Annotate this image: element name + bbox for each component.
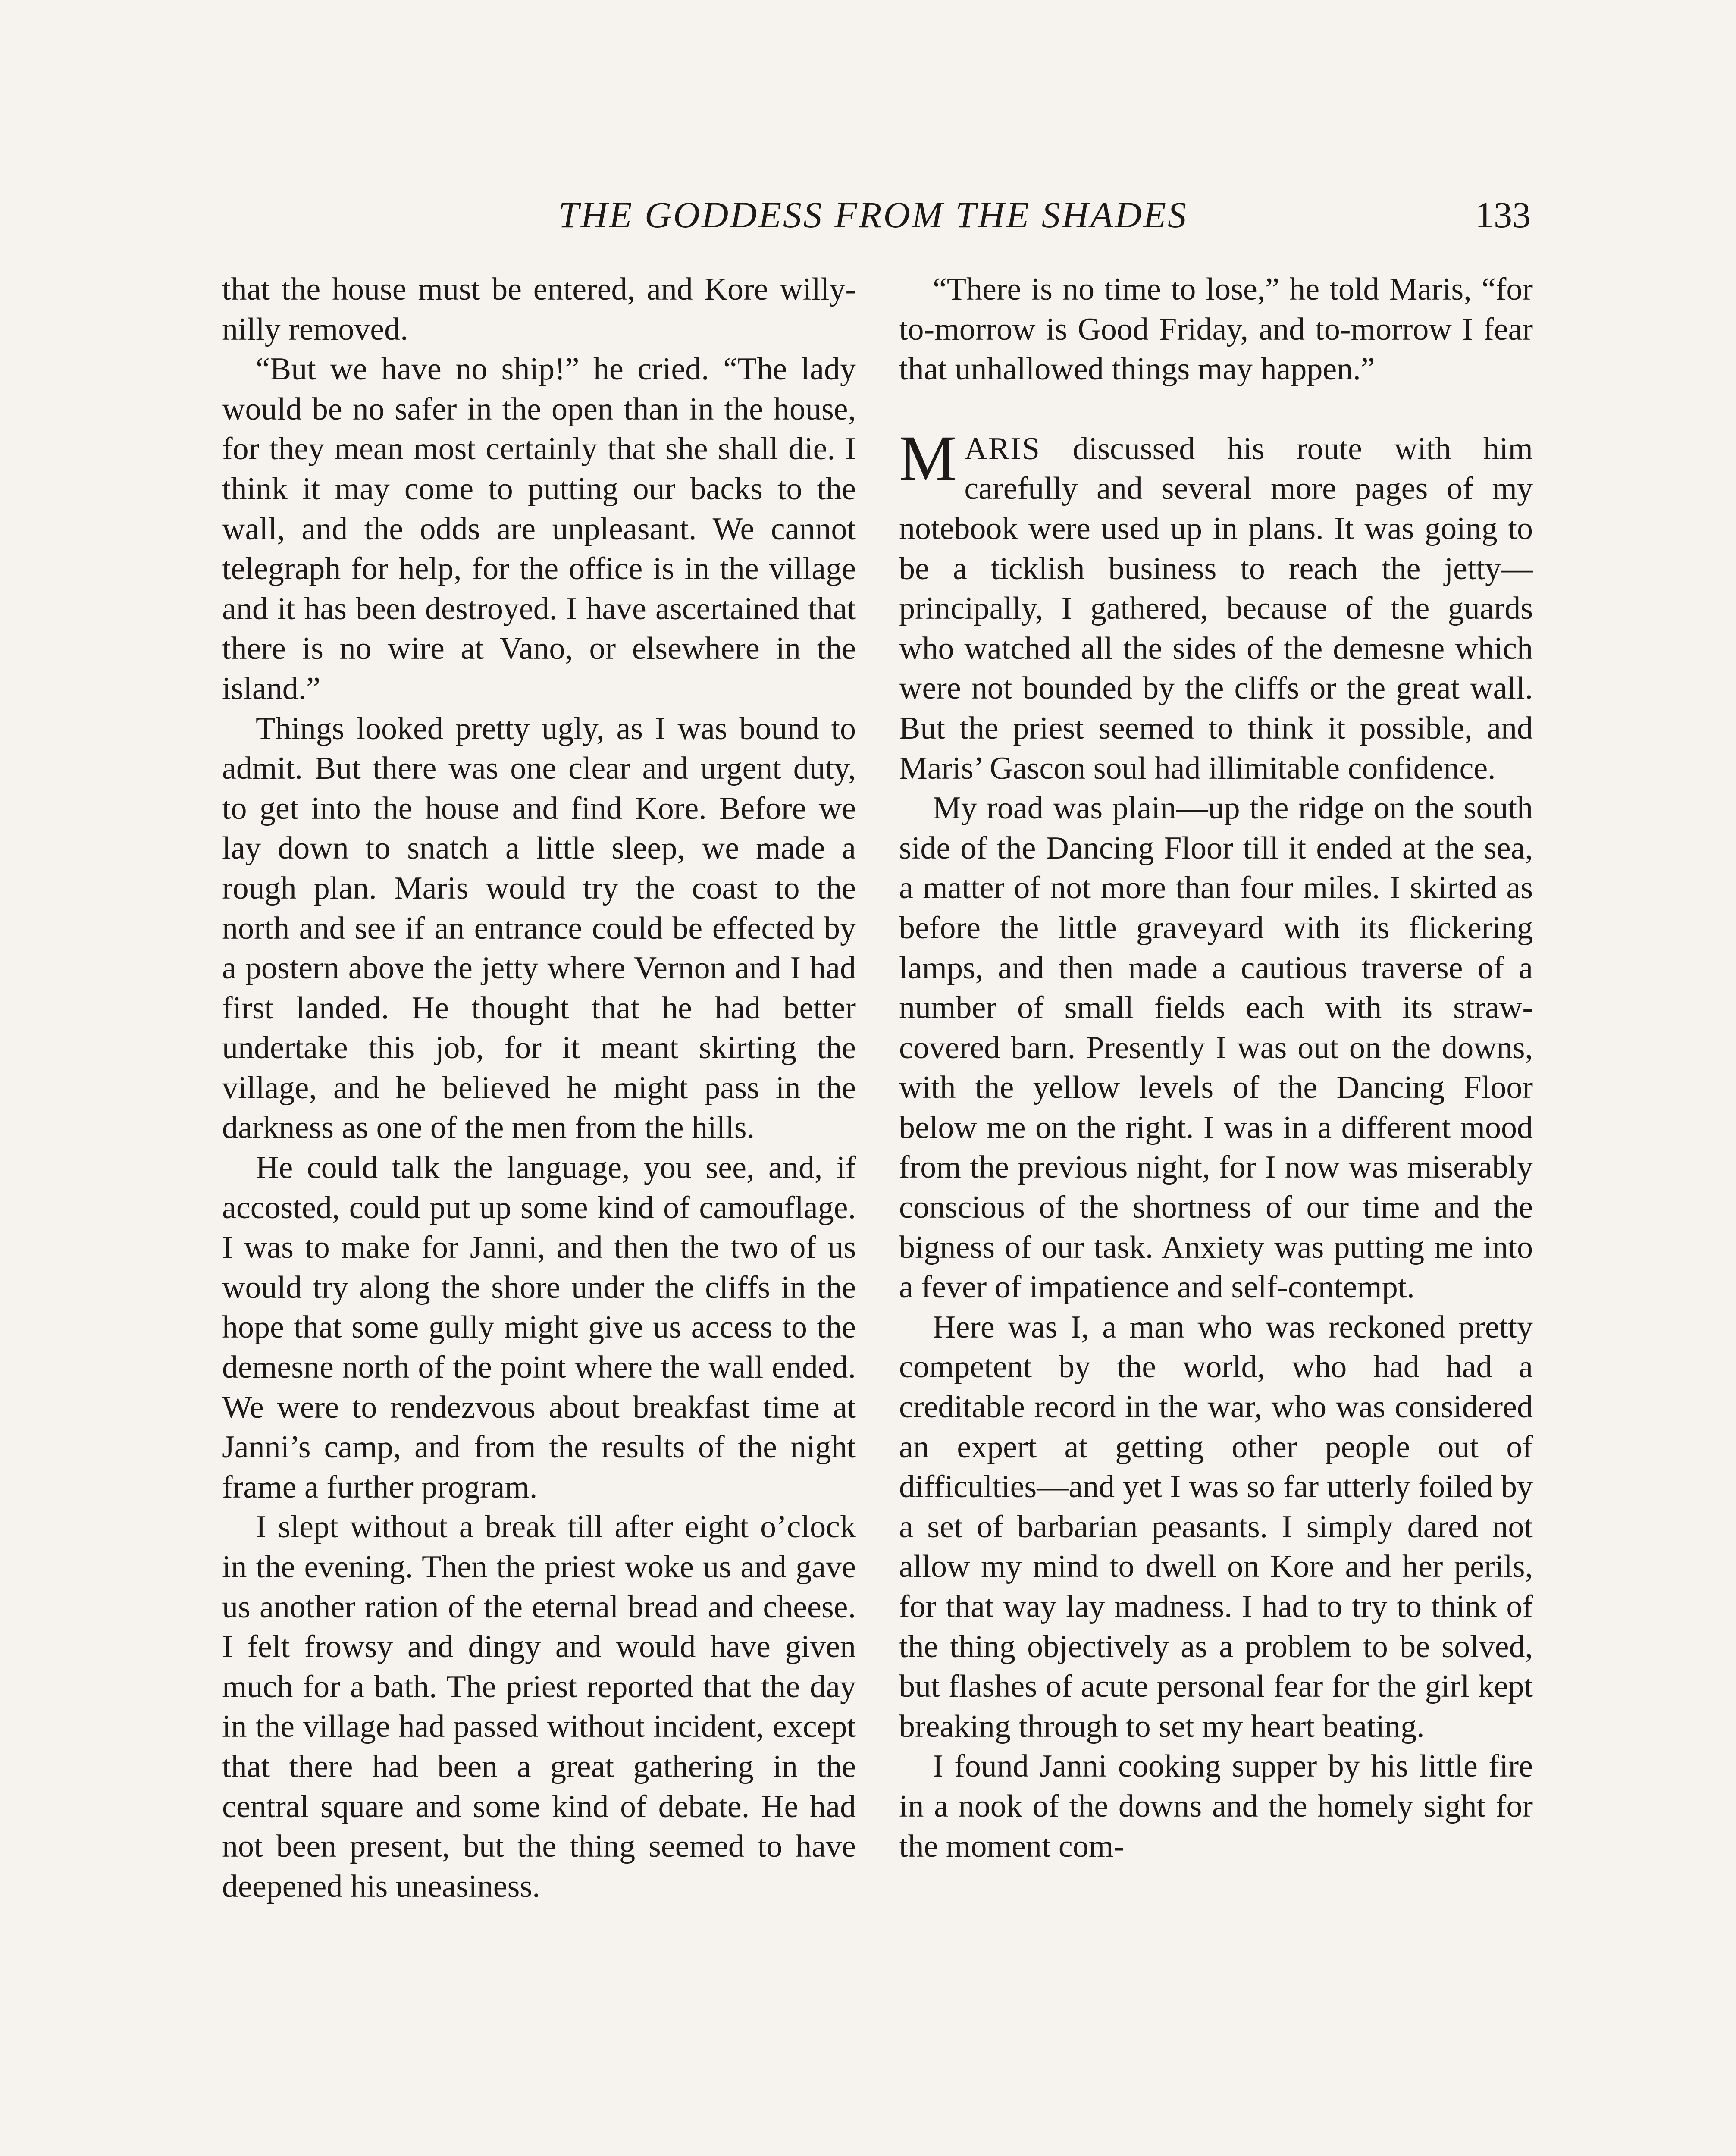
paragraph: Here was I, a man who was reckoned pretty competent by the world, who had had a creditable record in the war, who was considered an expert at getting other people out of difficulties—and yet I was so far utterly foiled by a set of barbarian peasants. I simply dared not allow my mind to dwell on Kore and her perils, for that way lay madness. I had to try to think of the thing objectively as a problem to be solved, but flashes of acute personal fear for the girl kept breaking through to set my heart beating. [899,1309,1533,1744]
left-column [222,270,856,1906]
paragraph: that the house must be entered, and Kore willy-nilly removed. [222,272,856,347]
page-title: THE GODDESS FROM THE SHADES [558,194,1188,235]
paragraph-text: discussed his route with him carefully and several more pages of my notebook were used up in plans. It was going to be a ticklish business to reach the jetty—principally, I gathered, because of the guards who watched all the sides of the demesne which were not bounded by the cliffs or the great wall. But the priest seemed to think it possible, and Maris’ Gascon soul had illimitable confidence. [899,431,1533,786]
right-column [899,270,1533,1866]
paragraph: I found Janni cooking supper by his little fire in a nook of the downs and the homely sight for the moment com- [899,1749,1533,1864]
lead-in-small-caps: ARIS [964,431,1040,467]
paragraph: I slept without a break till after eight o’clock in the evening. Then the priest woke us and gave us another ration of the eternal bread and cheese. I felt frowsy and dingy and would have given much for a bath. The priest reported that the day in the village had passed without incident, except that there had been a great gathering in the central square and some kind of debate. He had not been present, but the thing seemed to have deepened his uneasiness. [222,1509,856,1904]
paragraph: My road was plain—up the ridge on the south side of the Dancing Floor till it ended at the sea, a matter of not more than four miles. I skirted as before the little graveyard with its flickering lamps, and then made a cautious traverse of a number of small fields each with its straw-covered barn. Presently I was out on the downs, with the yellow levels of the Dancing Floor below me on the right. I was in a different mood from the previous night, for I now was miserably conscious of the shortness of our time and the bigness of our task. Anxiety was putting me into a fever of impatience and self-contempt. [899,790,1533,1305]
drop-cap: M [899,422,957,494]
paragraph: Things looked pretty ugly, as I was bound to admit. But there was one clear and urgent duty, to get into the house and find Kore. Before we lay down to snatch a little sleep, we made a rough plan. Maris would try the coast to the north and see if an entrance could be effected by a postern above the jetty where Vernon and I had first landed. He thought that he had better undertake this job, for it meant skirting the village, and he believed he might pass in the darkness as one of the men from the hills. [222,711,856,1146]
running-head [216,189,1531,241]
paragraph: “But we have no ship!” he cried. “The lady would be no safer in the open than in the house, for they mean most certainly that she shall die. I think it may come to putting our backs to the wall, and the odds are unpleasant. We cannot telegraph for help, for the office is in the village and it has been destroyed. I have ascertained that there is no wire at Vano, or elsewhere in the island.” [222,351,856,706]
section-opening-paragraph [899,422,1533,788]
paragraph: “There is no time to lose,” he told Maris, “for to-morrow is Good Friday, and to-morrow I fear that unhallowed things may happen.” [899,272,1533,387]
page-number: 133 [1475,194,1531,235]
paragraph: He could talk the language, you see, and, if accosted, could put up some kind of camouflage. I was to make for Janni, and then the two of us would try along the shore under the cliffs in the hope that some gully might give us access to the demesne north of the point where the wall ended. We were to rendezvous about breakfast time at Janni’s camp, and from the results of the night frame a further program. [222,1150,856,1505]
